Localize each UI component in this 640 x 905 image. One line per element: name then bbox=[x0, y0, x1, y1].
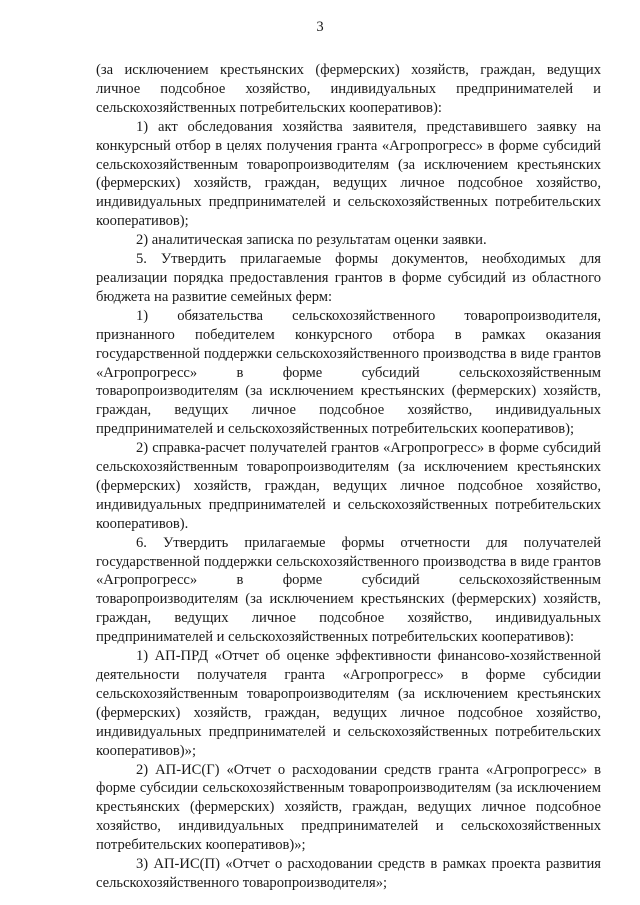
document-body bbox=[96, 61, 601, 893]
paragraph-item-obligations: 1) обязательства сельскохозяйственного товаропроизводителя, признанного победителем конкурсного отбора в рамках оказания государственной поддержки сельскохозяйственного производства в виде грантов «Агропрогресс» в форме субсидий сельскохозяйственным товаропроизводителям (за исключением крестьянских (фермерских) хозяйств, граждан, ведущих личное подсобное хозяйство, индивидуальных предпринимателей и сельскохозяйственных потребительских кооперативов); bbox=[96, 307, 601, 438]
paragraph-item-inspection-act: 1) акт обследования хозяйства заявителя, представившего заявку на конкурсный отбор в целях получения гранта «Агропрогресс» в форме субсидий сельскохозяйственным товаропроизводителям (за исключением крестьянских (фермерских) хозяйств, граждан, ведущих личное подсобное хозяйство, индивидуальных предпринимателей и сельскохозяйственных потребительских кооперативов); bbox=[96, 118, 601, 230]
paragraph-item-analytical-note: 2) аналитическая записка по результатам оценки заявки. bbox=[136, 232, 487, 249]
paragraph-continuation: (за исключением крестьянских (фермерских) хозяйств, граждан, ведущих личное подсобное хозяйство, индивидуальных предпринимателей и сельскохозяйственных потребительских кооперативов): bbox=[96, 62, 601, 116]
paragraph-item-ap-is-g: 2) АП-ИС(Г) «Отчет о расходовании средств гранта «Агропрогресс» в форме субсидии сельскохозяйственным товаропроизводителям (за исключением крестьянских (фермерских) хозяйств, граждан, ведущих личное подсобное хозяйство, индивидуальных предпринимателей и сельскохозяйственных потребительских кооперативов)»; bbox=[96, 761, 601, 854]
paragraph-item-ap-prd: 1) АП-ПРД «Отчет об оценке эффективности финансово-хозяйственной деятельности получателя гранта «Агропрогресс» в форме субсидии сельскохозяйственным товаропроизводителям (за исключением крестьянских (фермерских) хозяйств, граждан, ведущих личное подсобное хозяйство, индивидуальных предпринимателей и сельскохозяйственных потребительских кооперативов)»; bbox=[96, 648, 601, 759]
paragraph-item-ap-is-p: 3) АП-ИС(П) «Отчет о расходовании средств в рамках проекта развития сельскохозяйственного товаропроизводителя»; bbox=[96, 856, 601, 891]
paragraph-clause-5: 5. Утвердить прилагаемые формы документов, необходимых для реализации порядка предоставления грантов в форме субсидий из областного бюджета на развитие семейных ферм: bbox=[96, 251, 601, 305]
page-number: 3 bbox=[316, 19, 324, 35]
paragraph-item-calculation-certificate: 2) справка-расчет получателей грантов «Агропрогресс» в форме субсидий сельскохозяйственным товаропроизводителям (за исключением крестьянских (фермерских) хозяйств, граждан, ведущих личное подсобное хозяйство, индивидуальных предпринимателей и сельскохозяйственных потребительских кооперативов). bbox=[96, 440, 601, 532]
paragraph-clause-6: 6. Утвердить прилагаемые формы отчетности для получателей государственной поддержки сельскохозяйственного производства в виде грантов «Агропрогресс» в форме субсидий сельскохозяйственным товаропроизводителям (за исключением крестьянских (фермерских) хозяйств, граждан, ведущих личное подсобное хозяйство, индивидуальных предпринимателей и сельскохозяйственных потребительских кооперативов): bbox=[96, 534, 601, 646]
